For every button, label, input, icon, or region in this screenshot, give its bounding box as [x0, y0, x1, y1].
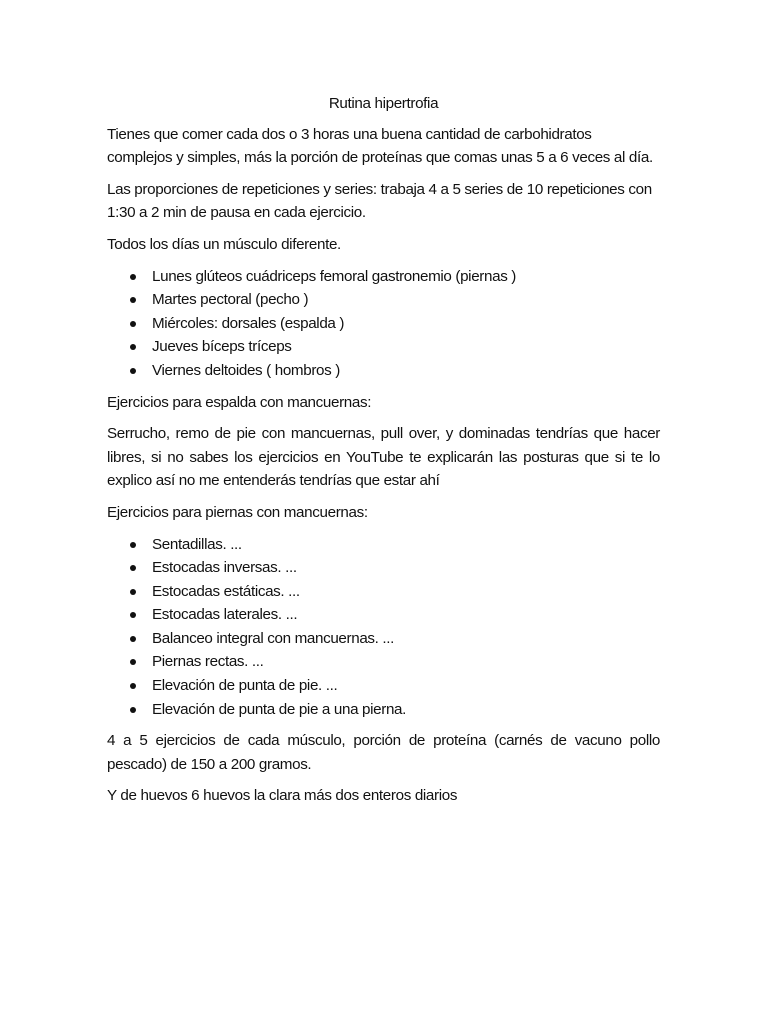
list-item-text: Jueves bíceps tríceps	[152, 338, 292, 356]
list-item	[107, 627, 660, 651]
list-item	[107, 312, 660, 336]
list-item-text: Miércoles: dorsales (espalda )	[152, 314, 345, 332]
list-item-text: Martes pectoral (pecho )	[152, 291, 309, 309]
list-item	[107, 533, 660, 557]
leg-exercise-list	[107, 533, 660, 722]
list-item	[107, 556, 660, 580]
bullet-icon	[130, 297, 136, 303]
list-item	[107, 359, 660, 383]
bullet-icon	[130, 368, 136, 374]
list-item-text: Estocadas inversas. ...	[152, 559, 297, 577]
list-item-text: Estocadas estáticas. ...	[152, 582, 300, 600]
paragraph-leg-exercises-heading: Ejercicios para piernas con mancuernas:	[107, 503, 368, 521]
paragraph-eggs: Y de huevos 6 huevos la clara más dos enteros diarios	[107, 787, 458, 805]
list-item-text: Lunes glúteos cuádriceps femoral gastronemio (piernas )	[152, 267, 517, 285]
paragraph-protein-portion: 4 a 5 ejercicios de cada músculo, porción de proteína (carnés de vacuno pollo pescado) de 150 a 200 gramos.	[107, 732, 660, 773]
bullet-icon	[130, 683, 136, 689]
paragraph-daily-muscle: Todos los días un músculo diferente.	[107, 235, 341, 253]
list-item	[107, 698, 660, 722]
list-item-text: Estocadas laterales. ...	[152, 606, 298, 624]
list-item	[107, 603, 660, 627]
list-item-text: Viernes deltoides ( hombros )	[152, 361, 340, 379]
document-title: Rutina hipertrofia	[328, 95, 439, 112]
list-item-text: Piernas rectas. ...	[152, 653, 264, 671]
list-item	[107, 650, 660, 674]
paragraph-reps-series: Las proporciones de repeticiones y series: trabaja 4 a 5 series de 10 repeticiones con 1:30 a 2 min de pausa en cada ejercicio.	[107, 180, 652, 222]
list-item-text: Balanceo integral con mancuernas. ...	[152, 629, 395, 647]
bullet-icon	[130, 274, 136, 280]
bullet-icon	[130, 589, 136, 595]
bullet-icon	[130, 344, 136, 350]
document-body	[107, 92, 660, 816]
list-item	[107, 265, 660, 289]
bullet-icon	[130, 636, 136, 642]
list-item	[107, 288, 660, 312]
weekday-muscle-list	[107, 265, 660, 383]
bullet-icon	[130, 707, 136, 713]
list-item-text: Elevación de punta de pie a una pierna.	[152, 700, 407, 718]
paragraph-back-exercises-heading: Ejercicios para espalda con mancuernas:	[107, 393, 372, 411]
paragraph-diet: Tienes que comer cada dos o 3 horas una buena cantidad de carbohidratos complejos y simples, más la porción de proteínas que comas unas 5 a 6 veces al día.	[107, 125, 653, 167]
list-item	[107, 580, 660, 604]
bullet-icon	[130, 612, 136, 618]
bullet-icon	[130, 542, 136, 548]
list-item-text: Sentadillas. ...	[152, 535, 242, 553]
bullet-icon	[130, 321, 136, 327]
paragraph-back-exercises: Serrucho, remo de pie con mancuernas, pull over, y dominadas tendrías que hacer libres, si no sabes los ejercicios en YouTube te explicarán las posturas que si te lo explico así no me entenderás tendrías que estar ahí	[107, 425, 660, 490]
bullet-icon	[130, 565, 136, 571]
list-item	[107, 335, 660, 359]
list-item-text: Elevación de punta de pie. ...	[152, 677, 338, 695]
bullet-icon	[130, 659, 136, 665]
list-item	[107, 674, 660, 698]
